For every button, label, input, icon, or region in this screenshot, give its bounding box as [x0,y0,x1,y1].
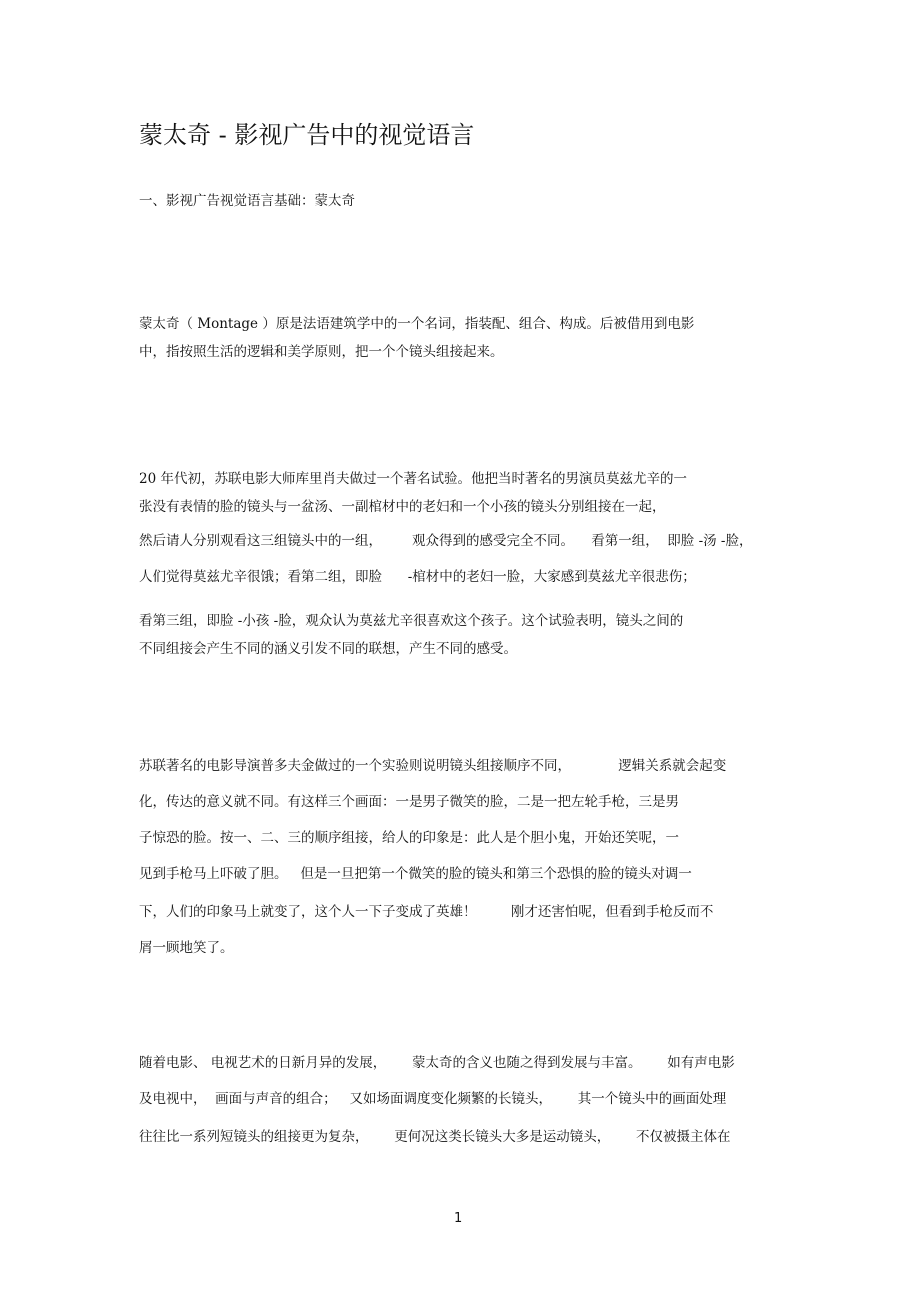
page-number: 1 [454,1211,463,1226]
paragraph-line: 子惊恐的脸。按一、二、三的顺序组接，给人的印象是：此人是个胆小鬼，开始还笑呢，一 [139,830,679,846]
paragraph-line: 见到手枪马上吓破了胆。 但是一旦把第一个微笑的脸的镜头和第三个恐惧的脸的镜头对调一 [139,866,692,882]
paragraph-line: 下，人们的印象马上就变了，这个人一下子变成了英雄！ 刚才还害怕呢，但看到手枪反而不 [139,904,714,920]
paragraph-line: 往往比一系列短镜头的组接更为复杂， 更何况这类长镜头大多是运动镜头， 不仅被摄主体在 [139,1129,731,1145]
paragraph-line: 中，指按照生活的逻辑和美学原则，把一个个镜头组接起来。 [139,344,504,360]
paragraph-line: 屑一顾地笑了。 [139,940,234,956]
section-heading: 一、影视广告视觉语言基础：蒙太奇 [139,193,355,209]
paragraph-line: 看第三组，即脸 -小孩 -脸，观众认为莫兹尤辛很喜欢这个孩子。这个试验表明，镜头之间的 [139,613,684,629]
paragraph-line: 蒙太奇（ Montage ）原是法语建筑学中的一个名词，指装配、组合、构成。后被借用到电影 [139,316,695,332]
paragraph-line: 苏联著名的电影导演普多夫金做过的一个实验则说明镜头组接顺序不同， 逻辑关系就会起变 [139,758,727,774]
paragraph-line: 不同组接会产生不同的涵义引发不同的联想，产生不同的感受。 [139,641,517,657]
paragraph-line: 20 年代初，苏联电影大师库里肖夫做过一个著名试验。他把当时著名的男演员莫兹尤辛的一 [139,471,687,487]
paragraph-line: 张没有表情的脸的镜头与一盆汤、一副棺材中的老妇和一个小孩的镜头分别组接在一起， [139,499,666,515]
paragraph-line: 化，传达的意义就不同。有这样三个画面：一是男子微笑的脸，二是一把左轮手枪，三是男 [139,794,679,810]
paragraph-line: 人们觉得莫兹尤辛很饿；看第二组，即脸 -棺材中的老妇一脸，大家感到莫兹尤辛很悲伤； [139,569,696,585]
document-title: 蒙太奇 - 影视广告中的视觉语言 [139,121,475,149]
paragraph-line: 然后请人分别观看这三组镜头中的一组， 观众得到的感受完全不同。 看第一组， 即脸 -汤 -脸， [139,533,753,549]
paragraph-line: 随着电影、 电视艺术的日新月异的发展， 蒙太奇的含义也随之得到发展与丰富。 如有声电影 [139,1055,735,1071]
paragraph-line: 及电视中， 画面与声音的组合； 又如场面调度变化频繁的长镜头， 其一个镜头中的画面处理 [139,1091,727,1107]
